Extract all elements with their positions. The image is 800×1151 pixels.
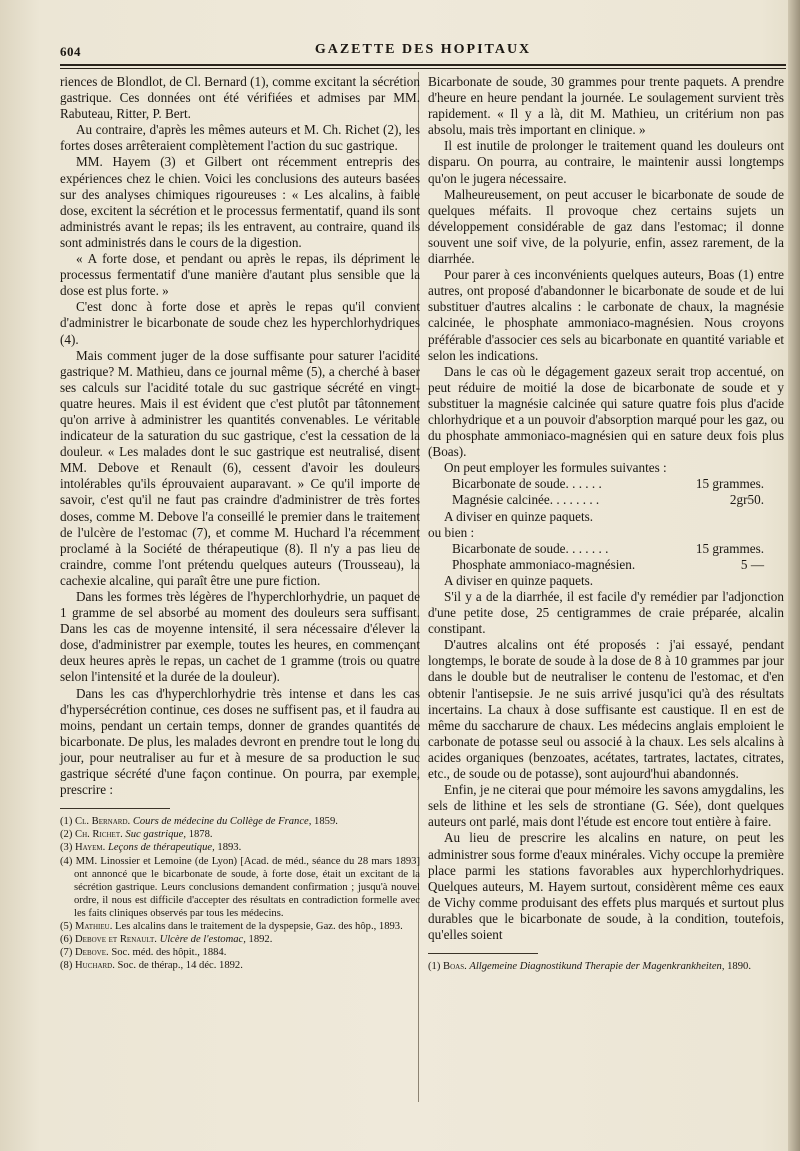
paragraph: C'est donc à forte dose et après le repas qu'il convient d'administrer le bicarbonate de soude chez les hyperchlorhydriques (4). <box>60 299 420 347</box>
footnotes <box>428 960 784 973</box>
paragraph: « A forte dose, et pendant ou après le repas, ils dépriment le processus fermentatif d'une manière d'autant plus sensible que la dose est plus forte. » <box>60 251 420 299</box>
footnote-separator <box>428 953 538 954</box>
instruction: A diviser en quinze paquets. <box>444 572 594 588</box>
quantity: 15 grammes. <box>695 540 764 556</box>
footnote: (1) Boas. Allgemeine Diagnostikund Therapie der Magenkrankheiten, 1890. <box>428 961 751 973</box>
paragraph: On peut employer les formules suivantes : <box>444 460 667 476</box>
footnote: (1) Cl. Bernard. Cours de médecine du Collège de France, 1859. <box>60 816 338 828</box>
header-rule <box>60 64 786 69</box>
paragraph: Il est inutile de prolonger le traitement quand les douleurs ont disparu. On pourra, au contraire, le maintenir aussi longtemps qu'on le jugera nécessaire. <box>428 138 784 186</box>
page-header <box>60 40 786 62</box>
footnote: (4) MM. Linossier et Lemoine (de Lyon) [Acad. de méd., séance du 28 mars 1893] ont annoncé que le bicarbonate de soude, à forte dose, était un excitant de la sécrétion gastrique. Leurs conclusions demandent confirmation ; jusqu'à nouvel ordre, il nous est difficile d'accepter des résultats en contradiction formelle avec les faits cliniques observés par tous les médecins. <box>60 855 420 919</box>
formula-line <box>428 492 784 508</box>
instruction: A diviser en quinze paquets. <box>444 508 594 524</box>
footnote: (8) Huchard. Soc. de thérap., 14 déc. 1892. <box>60 960 243 972</box>
footnote: (7) Debove. Soc. méd. des hôpit., 1884. <box>60 947 227 959</box>
paragraph: MM. Hayem (3) et Gilbert ont récemment entrepris des expériences chez le chien. Voici les conclusions des auteurs basées sur des analyses chimiques rigoureuses : « Les alcalins, à faible dose, excitent la sécrétion et le processus fermentatif, quand ils sont administrés avant le repas; ils les entravent, au contraire, quand ils sont administrés dans le cours de la digestion. <box>60 154 420 250</box>
paragraph: D'autres alcalins ont été proposés : j'ai essayé, pendant longtemps, le borate de soude à la dose de 8 à 10 grammes par jour dans le double but de neutraliser le contenu de l'estomac, et d'en obtenir l'antisepsie. Je ne suis arrivé jusqu'ici qu'à des résultats incertains. La chaux à dose suffisante est caustique. Il en est de même du saccharure de chaux. Les médecins anglais emploient le carbonate de potasse seul ou associé à la chaux. Les sels alcalins à acides organiques (benzoates, acétates, tartrates, lactates, citrates, etc., de soude ou de potasse), sont aujourd'hui abandonnés. <box>428 637 784 782</box>
footnote: (2) Ch. Richet. Suc gastrique, 1878. <box>60 829 213 841</box>
right-column <box>428 74 784 973</box>
ingredient: Phosphate ammoniaco-magnésien. <box>452 556 636 572</box>
quantity: 15 grammes. <box>695 476 764 492</box>
binding-gutter <box>788 0 800 1151</box>
paragraph: Dans le cas où le dégagement gazeux serait trop accentué, on peut réduire de moitié la dose de bicarbonate de soude et y substituer la magnésie calcinée qui sature quatre fois plus d'acide chlorhydrique et a un pouvoir d'absorption marqué pour les gaz, ou du phosphate ammoniaco-magnésien qui en sature deux fois plus (Boas). <box>428 363 784 460</box>
ingredient: Magnésie calcinée. . . . . . . . <box>452 492 600 508</box>
paragraph: Enfin, je ne citerai que pour mémoire les savons amygdalins, les sels de lithine et les sels de strontiane (G. Sée), dont quelques auteurs ont parlé, mais dont l'étude est encore tout entière à faire. <box>428 782 784 830</box>
paragraph: Dans les cas d'hyperchlorhydrie très intense et dans les cas d'hypersécrétion continue, ces doses ne suffisent pas, et il faudra au moins, pendant un certain temps, donner de grandes quantités de bicarbonate. De plus, les malades devront en prendre tout le long du jour, pour neutraliser au fur et à mesure de sa production le suc gastrique sécrété d'une façon continue. On pourra, par exemple, prescrire : <box>60 685 420 798</box>
paragraph: Au lieu de prescrire les alcalins en nature, on peut les administrer sous forme d'eaux minérales. Vichy occupe la première place parmi les stations favorables aux hyperchlorhydriques. Quelques auteurs, M. Hayem surtout, considèrent même ces eaux de Vichy comme produisant des effets plus marqués et surtout plus durables que le bicarbonate de soude, à la condition, toutefois, qu'elles soient <box>428 830 784 942</box>
paragraph: Malheureusement, on peut accuser le bicarbonate de soude de quelques méfaits. Il provoque chez certains sujets un développement considérable de gaz dans l'estomac; il donne souvent une soif vive, de la polyurie, enfin, assez rarement, de la diarrhée. <box>428 186 784 267</box>
instruction: ou bien : <box>428 524 475 540</box>
footnote: (5) Mathieu. Les alcalins dans le traitement de la dyspepsie, Gaz. des hôp., 1893. <box>60 920 403 932</box>
paragraph: riences de Blondlot, de Cl. Bernard (1), comme excitant la sécrétion gastrique. Ces données ont été vérifiées et admises par MM. Rabuteau, Ritter, P. Bert. <box>60 74 420 122</box>
ingredient: Bicarbonate de soude. . . . . . <box>452 476 602 492</box>
page-number: 604 <box>60 44 81 59</box>
paragraph: Pour parer à ces inconvénients quelques auteurs, Boas (1) entre autres, ont proposé d'abandonner le bicarbonate de soude et de lui substituer d'autres alcalins : le carbonate de chaux, la magnésie calcinée, le phosphate ammoniaco-magnésien. Nous croyons préférable d'associer ces sels au bicarbonate en quantité variable et selon les indications. <box>428 267 784 363</box>
paragraph: Mais comment juger de la dose suffisante pour saturer l'acidité gastrique? M. Mathieu, dans ce journal même (5), a cherché à baser ses calculs sur l'acidité totale du suc gastrique sécrété en vingt-quatre heures. Mais il est évident que c'est plutôt par tâtonnement qu'on arrive à administrer les quantités convenables. Le véritable indicateur de la saturation du suc gastrique, c'est la cessation de la douleur. « Les malades dont le suc gastrique est neutralisé, disent MM. Debove et Renault (6), cessent d'avoir les douleurs intolérables qu'ils éprouvaient auparavant. » Ce qu'il importe de savoir, c'est qu'il ne faut pas craindre d'administrer de très fortes doses, comme M. Debove l'a conseillé le premier dans le traitement de l'ulcère de l'estomac (7), et comme M. Huchard l'a récemment proclamé à la Société de thérapeutique (8). Il n'y a pas lieu de craindre, comme l'ont prétendu quelques auteurs (Trousseau), la cachexie alcaline, qui paraît être une pure fiction. <box>60 347 420 588</box>
running-title: GAZETTE DES HOPITAUX <box>314 42 532 57</box>
quantity: 2gr50. <box>729 492 764 508</box>
footnote-separator <box>60 808 170 809</box>
left-column <box>60 74 420 972</box>
quantity: 5 — <box>740 556 764 572</box>
ingredient: Bicarbonate de soude. . . . . . . <box>452 540 609 556</box>
formula-line <box>428 541 784 557</box>
footnote: (3) Hayem. Leçons de thérapeutique, 1893. <box>60 842 242 854</box>
paragraph: S'il y a de la diarrhée, il est facile d'y remédier par l'adjonction d'une petite dose, 25 centigrammes de craie préparée, alcalin constipant. <box>428 589 784 637</box>
formula-line <box>428 476 784 492</box>
footnote: (6) Debove et Renault. Ulcère de l'estomac, 1892. <box>60 934 273 946</box>
paragraph: Au contraire, d'après les mêmes auteurs et M. Ch. Richet (2), les fortes doses arrêteraient complètement l'action du suc gastrique. <box>60 122 420 154</box>
paragraph: Dans les formes très légères de l'hyperchlorhydrie, un paquet de 1 gramme de sel absorbé au moment des douleurs sera suffisant. Dans les cas de moyenne intensité, il sera nécessaire d'élever la dose, d'administrer par exemple, toutes les heures, en commençant deux heures après le repas, un cachet de 1 gramme (trois ou quatre selon l'intensité et la durée de la douleur). <box>60 589 420 685</box>
footnotes <box>60 815 420 972</box>
formula-line <box>428 557 784 573</box>
paragraph: Bicarbonate de soude, 30 grammes pour trente paquets. A prendre d'heure en heure pendant la journée. Le soulagement survient très rapidement. « Il y a là, dit M. Mathieu, un critérium non pas absolu, mais très important en clinique. » <box>428 74 784 138</box>
